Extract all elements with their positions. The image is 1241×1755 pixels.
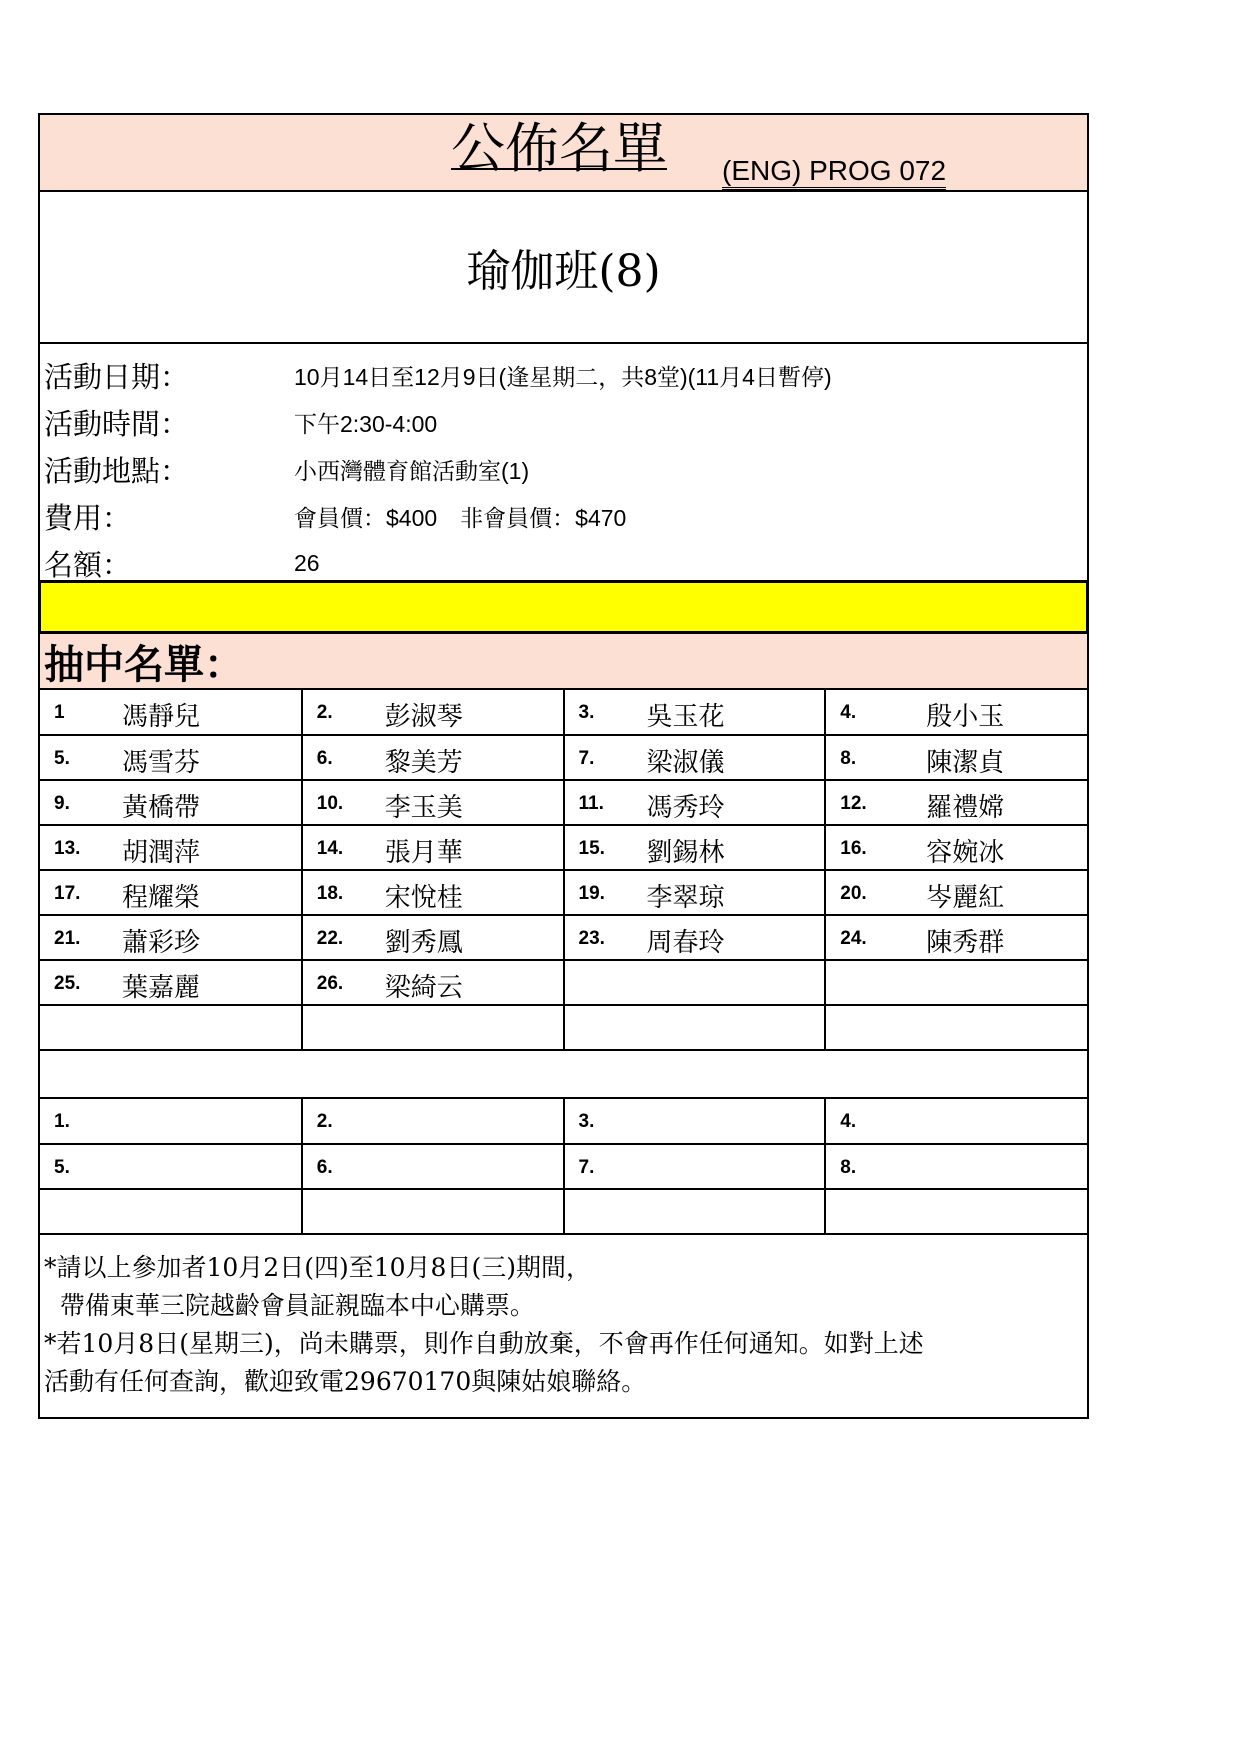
participant-name: 蕭彩珍 xyxy=(122,928,201,958)
table-row xyxy=(40,1099,1087,1144)
info-value: 下午2:30-4:00 xyxy=(294,411,438,437)
participant-name: 陳秀群 xyxy=(926,928,1005,958)
table-row xyxy=(40,735,1087,780)
entry-number: 13. xyxy=(54,838,81,859)
entry-number: 16. xyxy=(840,838,867,859)
table-cell xyxy=(564,780,826,825)
participant-name: 宋悅桂 xyxy=(384,883,463,913)
entry-number: 24. xyxy=(840,928,867,949)
info-value: 10月14日至12月9日(逢星期二，共8堂)(11月4日暫停) xyxy=(294,364,832,390)
participant-name: 彭淑琴 xyxy=(384,702,463,732)
table-cell xyxy=(302,780,564,825)
info-value: 會員價：$400 非會員價：$470 xyxy=(294,505,627,531)
entry-number: 4. xyxy=(840,702,857,723)
table-cell xyxy=(564,1144,826,1189)
table-cell xyxy=(40,960,302,1005)
entry-number: 2. xyxy=(316,1111,333,1132)
entry-number: 23. xyxy=(578,928,605,949)
table-cell xyxy=(564,960,826,1005)
table-row xyxy=(40,1189,1087,1234)
page-title: 公佈名單 xyxy=(451,117,667,180)
title-row xyxy=(40,115,1087,192)
entry-number: 3. xyxy=(578,702,595,723)
entry-number: 4. xyxy=(840,1111,857,1132)
table-cell xyxy=(40,1099,302,1144)
program-code: (ENG) PROG 072 xyxy=(722,155,946,190)
table-cell xyxy=(825,825,1087,870)
participant-name: 李翠琼 xyxy=(646,883,725,913)
entry-number: 12. xyxy=(840,793,867,814)
table-cell xyxy=(564,690,826,735)
table-row xyxy=(40,780,1087,825)
entry-number: 19. xyxy=(578,883,605,904)
info-value: 26 xyxy=(294,550,320,576)
table-cell xyxy=(564,1099,826,1144)
table-cell xyxy=(40,1189,302,1234)
entry-number: 17. xyxy=(54,883,81,904)
entry-number: 26. xyxy=(316,973,344,994)
participant-name: 劉秀鳳 xyxy=(384,928,463,958)
participant-name: 程耀榮 xyxy=(122,883,201,913)
info-value: 小西灣體育館活動室(1) xyxy=(294,458,530,484)
participant-name: 梁綺云 xyxy=(384,973,463,1003)
table-cell xyxy=(825,690,1087,735)
participant-name: 容婉冰 xyxy=(926,838,1005,868)
info-row-fee xyxy=(40,493,1087,540)
participant-name: 黎美芳 xyxy=(384,748,463,778)
table-cell xyxy=(40,1005,302,1050)
entry-number: 5. xyxy=(54,748,70,769)
table-row xyxy=(40,1005,1087,1050)
info-row-date xyxy=(40,352,1087,399)
table-cell xyxy=(302,960,564,1005)
table-cell xyxy=(564,1189,826,1234)
class-name: 瑜伽班(8) xyxy=(466,246,661,297)
entry-number: 25. xyxy=(54,973,81,994)
entry-number: 14. xyxy=(316,838,344,859)
entry-number: 9. xyxy=(54,793,70,814)
entry-number: 3. xyxy=(578,1111,595,1132)
table-cell xyxy=(40,1144,302,1189)
participant-name: 葉嘉麗 xyxy=(122,973,201,1003)
table-cell xyxy=(40,915,302,960)
table-cell xyxy=(825,735,1087,780)
note-line: *若10月8日(星期三)，尚未購票，則作自動放棄，不會再作任何通知。如對上述 xyxy=(44,1329,924,1358)
table-cell xyxy=(302,1099,564,1144)
table-cell xyxy=(302,735,564,780)
participant-name: 羅禮嫦 xyxy=(926,793,1005,823)
table-cell xyxy=(825,1144,1087,1189)
participant-name: 胡潤萍 xyxy=(122,838,201,868)
table-row xyxy=(40,690,1087,735)
entry-number: 5. xyxy=(54,1157,70,1178)
table-cell xyxy=(40,690,302,735)
participant-name: 周春玲 xyxy=(646,928,725,958)
entry-number: 21. xyxy=(54,928,81,949)
table-row xyxy=(40,870,1087,915)
note-line: *請以上參加者10月2日(四)至10月8日(三)期間， xyxy=(44,1253,591,1282)
table-cell xyxy=(564,735,826,780)
entry-number: 1. xyxy=(54,1111,70,1132)
separator-row xyxy=(40,1051,1087,1099)
table-cell xyxy=(302,1144,564,1189)
info-row-time xyxy=(40,399,1087,446)
info-label: 活動日期： xyxy=(44,360,190,394)
table-row xyxy=(40,1144,1087,1189)
table-cell xyxy=(564,915,826,960)
note-line: 帶備東華三院越齡會員証親臨本中心購票。 xyxy=(44,1291,535,1320)
participant-name: 黃橋帶 xyxy=(122,793,201,823)
participant-name: 岑麗紅 xyxy=(926,883,1005,913)
notice-sheet xyxy=(38,113,1089,1419)
info-row-venue xyxy=(40,446,1087,493)
entry-number: 20. xyxy=(840,883,867,904)
entry-number: 22. xyxy=(316,928,344,949)
note-line: 活動有任何查詢，歡迎致電29670170與陳姑娘聯絡。 xyxy=(44,1367,647,1396)
activity-info xyxy=(40,344,1087,582)
waitlist-table xyxy=(40,1099,1087,1235)
entry-number: 11. xyxy=(578,793,604,814)
participant-name: 梁淑儀 xyxy=(646,748,725,778)
table-cell xyxy=(302,1005,564,1050)
participant-name: 吳玉花 xyxy=(646,702,725,732)
table-cell xyxy=(564,1005,826,1050)
entry-number: 7. xyxy=(578,1157,595,1178)
table-cell xyxy=(302,825,564,870)
table-row xyxy=(40,825,1087,870)
table-cell xyxy=(825,870,1087,915)
table-cell xyxy=(564,870,826,915)
participant-name: 張月華 xyxy=(384,838,463,868)
table-cell xyxy=(825,780,1087,825)
participant-name: 陳潔貞 xyxy=(926,748,1005,778)
participant-name: 劉錫林 xyxy=(646,838,725,868)
class-name-row xyxy=(40,192,1087,344)
table-cell xyxy=(302,690,564,735)
table-cell xyxy=(825,915,1087,960)
winners-heading: 抽中名單： xyxy=(40,634,1087,690)
entry-number: 6. xyxy=(316,1157,333,1178)
info-label: 名額： xyxy=(44,548,132,582)
participant-name: 馮秀玲 xyxy=(646,793,725,823)
participant-name: 馮雪芬 xyxy=(122,748,201,778)
entry-number: 7. xyxy=(578,748,595,769)
participant-name: 李玉美 xyxy=(384,793,463,823)
info-label: 費用： xyxy=(44,501,132,535)
table-cell xyxy=(40,735,302,780)
table-cell xyxy=(302,870,564,915)
participant-name: 殷小玉 xyxy=(926,702,1005,732)
entry-number: 8. xyxy=(840,748,857,769)
participant-name: 馮靜兒 xyxy=(122,702,201,732)
table-cell xyxy=(825,1099,1087,1144)
table-row xyxy=(40,960,1087,1005)
table-cell xyxy=(825,1005,1087,1050)
entry-number: 8. xyxy=(840,1157,857,1178)
table-cell xyxy=(825,1189,1087,1234)
entry-number: 1 xyxy=(54,702,65,723)
entry-number: 18. xyxy=(316,883,344,904)
table-cell xyxy=(40,825,302,870)
entry-number: 6. xyxy=(316,748,333,769)
highlight-bar xyxy=(38,580,1089,634)
notes xyxy=(40,1235,1087,1417)
table-row xyxy=(40,915,1087,960)
info-label: 活動時間： xyxy=(44,407,190,441)
info-label: 活動地點： xyxy=(44,454,190,488)
winners-table xyxy=(40,690,1087,1051)
table-cell xyxy=(302,915,564,960)
table-cell xyxy=(825,960,1087,1005)
table-cell xyxy=(40,780,302,825)
entry-number: 2. xyxy=(316,702,333,723)
table-cell xyxy=(564,825,826,870)
table-cell xyxy=(40,870,302,915)
entry-number: 10. xyxy=(316,793,344,814)
table-cell xyxy=(302,1189,564,1234)
entry-number: 15. xyxy=(578,838,605,859)
